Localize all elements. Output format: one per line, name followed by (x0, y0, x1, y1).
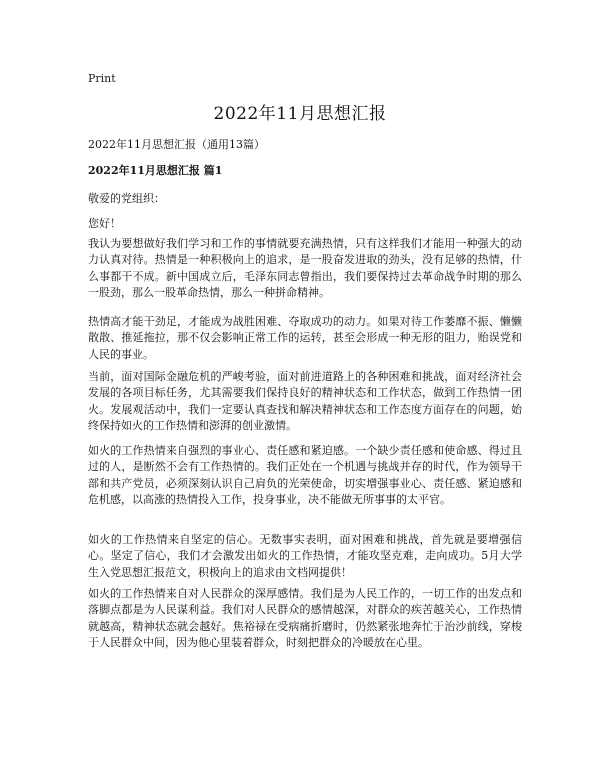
paragraph: 热情高才能干劲足，才能成为战胜困难、夺取成功的动力。如果对待工作萎靡不振、懒懒散散、推延拖拉，那不仅会影响正常工作的运转，甚至会形成一种无形的阻力，贻误党和人民的事业。 (88, 315, 522, 361)
greeting: 您好！ (88, 217, 121, 230)
section-heading: 2022年11月思想汇报 篇1 (88, 164, 223, 177)
paragraph: 如火的工作热情来自强烈的事业心、责任感和紧迫感。一个缺少责任感和使命感、得过且过的人，是断然不会有工作热情的。我们正处在一个机遇与挑战并存的时代，作为领导干部和共产党员，必须深刻认识自己肩负的光荣使命，切实增强事业心、责任感、紧迫感和危机感，以高涨的热情投入工作，投身事业，决不能做无所事事的太平官。 (88, 444, 522, 506)
salutation: 敬爱的党组织： (88, 192, 165, 205)
paragraph: 我认为要想做好我们学习和工作的事情就要充满热情，只有这样我们才能用一种强大的动力认真对待。热情是一种积极向上的追求，是一股奋发进取的劲头，没有足够的热情，什么事都干不成。新中国成立后，毛泽东同志曾指出，我们要保持过去革命战争时期的那么一股劲，那么一股革命热情，那么一种拼命精神。 (88, 237, 522, 299)
paragraph: 当前，面对国际金融危机的严峻考验，面对前进道路上的各种困难和挑战，面对经济社会发展的各项目标任务，尤其需要我们保持良好的精神状态和工作状态，做到工作热情一团火。发展观活动中，我们一定要认真查找和解决精神状态和工作态度方面存在的问题，始终保持如火的工作热情和澎湃的创业激情。 (88, 370, 522, 432)
paragraph: 如火的工作热情来自对人民群众的深厚感情。我们是为人民工作的，一切工作的出发点和落脚点都是为人民谋利益。我们对人民群众的感情越深，对群众的疾苦越关心，工作热情就越高，精神状态就会越好。焦裕禄在受病痛折磨时，仍然紧张地奔忙于治沙前线，穿梭于人民群众中间，因为他心里装着群众，时刻把群众的冷暖放在心里。 (88, 587, 522, 649)
document-title: 2022年11月思想汇报 (213, 104, 387, 124)
print-link[interactable]: Print (88, 72, 116, 85)
paragraph: 如火的工作热情来自坚定的信心。无数事实表明，面对困难和挑战，首先就是要增强信心。坚定了信心，我们才会激发出如火的工作热情，才能攻坚克难，走向成功。5月大学生入党思想汇报范文，积极向上的追求由文档网提供！ (88, 533, 522, 579)
document-subtitle: 2022年11月思想汇报（通用13篇） (88, 138, 265, 151)
